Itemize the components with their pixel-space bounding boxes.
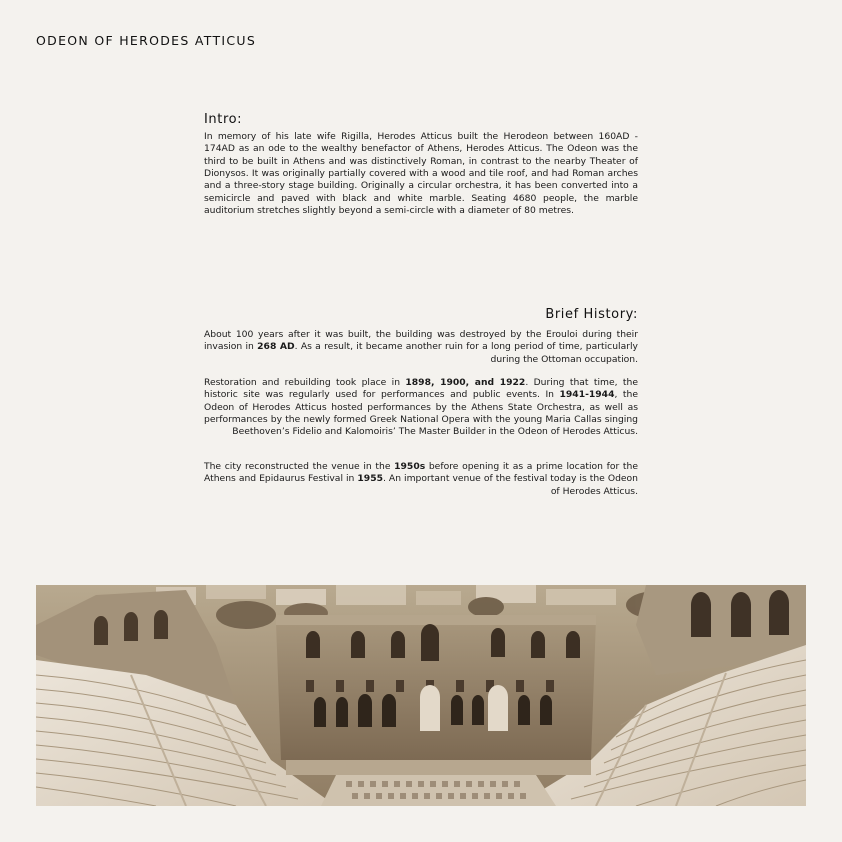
- stage-building: [276, 615, 596, 760]
- odeon-illustration: [36, 585, 806, 806]
- odeon-photo: [36, 585, 806, 806]
- history-paragraph-1: About 100 years after it was built, the building was destroyed by the Erouloi during their invasion in 268 AD. As a result, it became another ruin for a long period of time, particularly during the Ottoman occupation.: [204, 329, 638, 365]
- history-paragraph-2: Restoration and rebuilding took place in 1898, 1900, and 1922. During that time, the historic site was regularly used for performances and public events. In 1941-1944, the Odeon of Herodes Atticus hosted performances by the Athens State Orchestra, as well as performances by the newly formed Greek National Opera with the young Maria Callas singing Beethoven’s Fidelio and Kalomoiris’ The Master Builder in the Odeon of Herodes Atticus.: [204, 377, 639, 438]
- brief-history-heading: Brief History:: [545, 307, 638, 322]
- intro-heading: Intro:: [204, 112, 243, 127]
- page-title: ODEON OF HERODES ATTICUS: [36, 33, 257, 48]
- intro-paragraph: In memory of his late wife Rigilla, Herodes Atticus built the Herodeon between 160AD - 174AD as an ode to the wealthy benefactor of Athens, Herodes Atticus. The Odeon was the third to be built in Athens and was distinctively Roman, in contrast to the nearby Theater of Dionysos. It was originally partially covered with a wood and tile roof, and had Roman arches and a three-story stage building. Originally a circular orchestra, it has been converted into a semicircle and paved with black and white marble. Seating 4680 people, the marble auditorium stretches slightly beyond a semi-circle with a diameter of 80 metres.: [204, 131, 638, 217]
- history-paragraph-3: The city reconstructed the venue in the 1950s before opening it as a prime location for the Athens and Epidaurus Festival in 1955. An important venue of the festival today is the Odeon of Herodes Atticus.: [204, 461, 639, 497]
